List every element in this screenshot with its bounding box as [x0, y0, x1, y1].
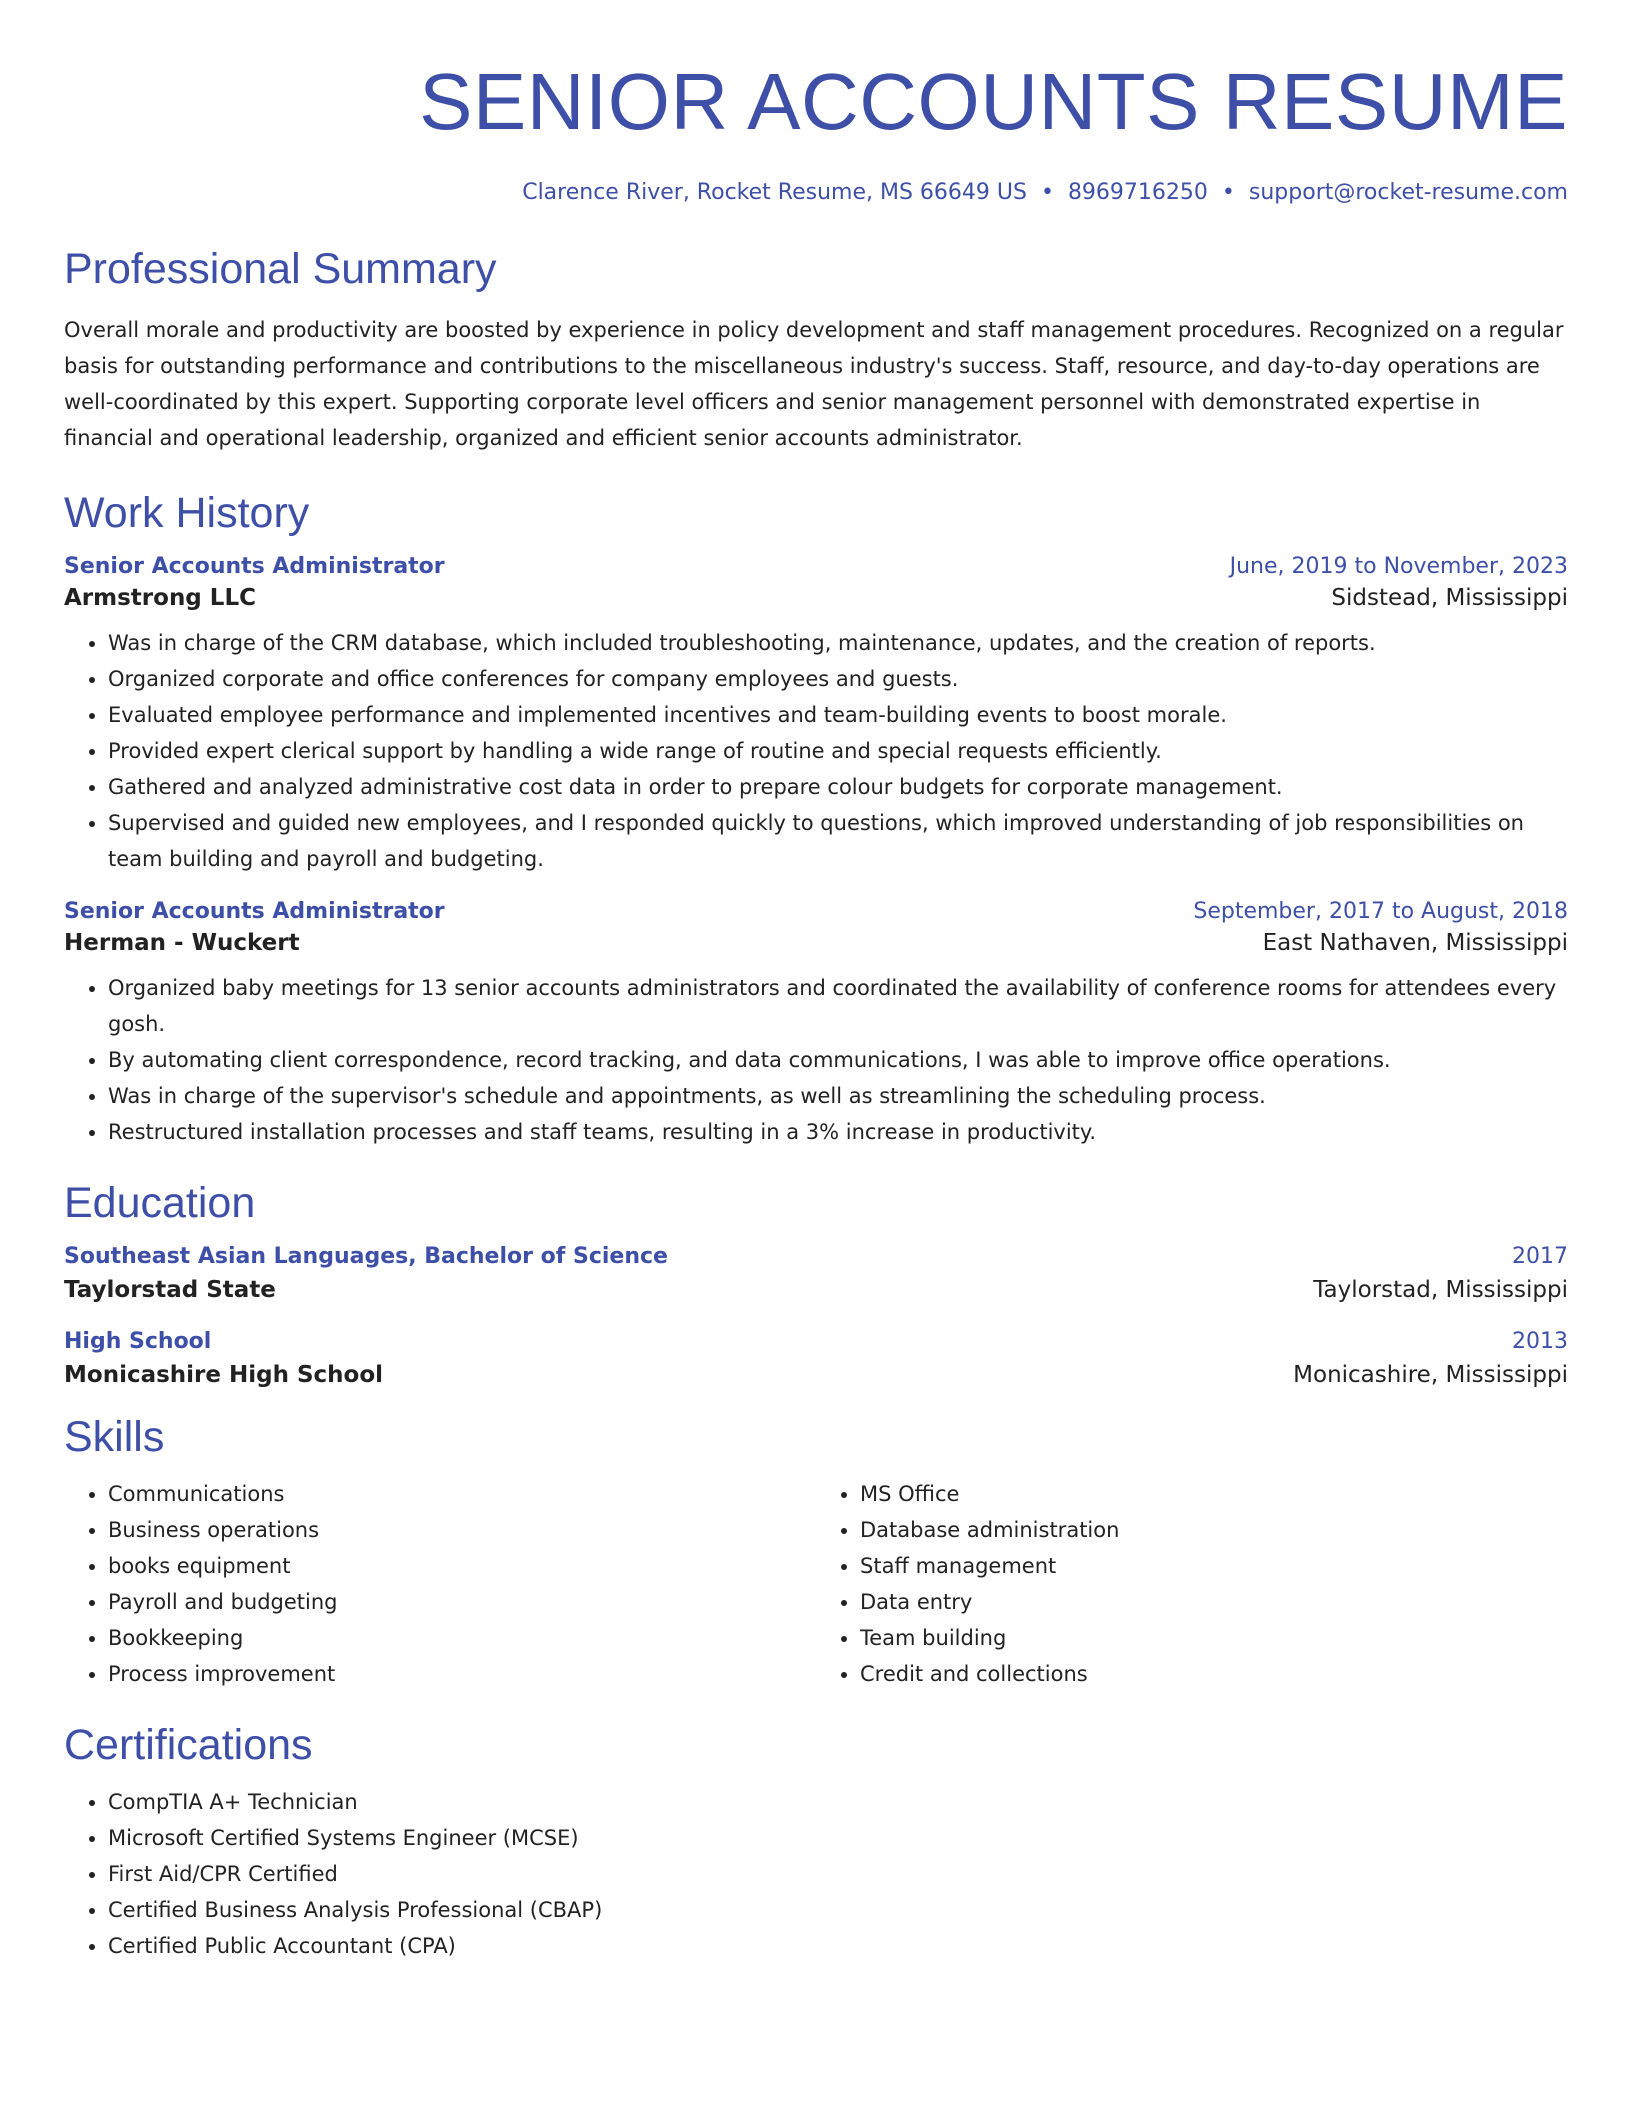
job-employer-row [64, 930, 1568, 956]
certifications-list [64, 1784, 1568, 1964]
certification-item: • Certified Business Analysis Professional (CBAP) [108, 1892, 1568, 1928]
job-duty-item: • Organized baby meetings for 13 senior accounts administrators and coordinated the availability of conference rooms for attendees every gosh. [108, 970, 1568, 1042]
education-degree-row [64, 1244, 1568, 1269]
job-duty-item: • Supervised and guided new employees, and I responded quickly to questions, which improved understanding of job responsibilities on team building and payroll and budgeting. [108, 805, 1568, 877]
job-duties-list [64, 970, 1568, 1150]
skill-item: • Business operations [108, 1512, 816, 1548]
education-entry [64, 1329, 1568, 1388]
job-duty-item: • Gathered and analyzed administrative cost data in order to prepare colour budgets for corporate management. [108, 769, 1568, 805]
job-employer: Armstrong LLC [64, 585, 256, 611]
skill-item: • Credit and collections [860, 1656, 1568, 1692]
education-school: Taylorstad State [64, 1277, 276, 1303]
contact-email[interactable]: support@rocket-resume.com [1248, 180, 1568, 205]
education-degree: High School [64, 1329, 212, 1354]
education-entry [64, 1244, 1568, 1303]
job-title-row [64, 554, 1568, 579]
job-duty-item: • Organized corporate and office conferences for company employees and guests. [108, 661, 1568, 697]
skill-item: • Bookkeeping [108, 1620, 816, 1656]
education-heading: Education [64, 1179, 256, 1227]
job-title-row [64, 899, 1568, 924]
contact-address: Clarence River, Rocket Resume, MS 66649 US [522, 180, 1027, 205]
contact-separator: • [1040, 180, 1054, 205]
skill-item: • Communications [108, 1476, 816, 1512]
job-duty-item: • Evaluated employee performance and implemented incentives and team-building events to boost morale. [108, 697, 1568, 733]
contact-phone: 8969716250 [1067, 180, 1208, 205]
skill-item: • Staff management [860, 1548, 1568, 1584]
job-dates: June, 2019 to November, 2023 [1229, 554, 1568, 579]
education-degree: Southeast Asian Languages, Bachelor of Science [64, 1244, 668, 1269]
work-history-heading: Work History [64, 489, 310, 537]
job-location: Sidstead, Mississippi [1331, 585, 1568, 611]
job-duty-item: • Provided expert clerical support by handling a wide range of routine and special requests efficiently. [108, 733, 1568, 769]
summary-section [64, 242, 1568, 456]
education-section [64, 1176, 1568, 1388]
skills-list-left [64, 1476, 816, 1692]
skill-item: • Database administration [860, 1512, 1568, 1548]
contact-line [64, 178, 1568, 208]
job-duty-item: • Was in charge of the CRM database, which included troubleshooting, maintenance, updates, and the creation of reports. [108, 625, 1568, 661]
resume-title: SENIOR ACCOUNTS RESUME [419, 57, 1568, 146]
skill-item: • Team building [860, 1620, 1568, 1656]
job-duty-item: • Was in charge of the supervisor's schedule and appointments, as well as streamlining the scheduling process. [108, 1078, 1568, 1114]
education-year: 2013 [1512, 1329, 1568, 1354]
job-entry [64, 899, 1568, 1150]
education-school-row [64, 1277, 1568, 1303]
skill-item: • books equipment [108, 1548, 816, 1584]
skills-heading: Skills [64, 1413, 165, 1461]
certification-item: • CompTIA A+ Technician [108, 1784, 1568, 1820]
education-school-row [64, 1362, 1568, 1388]
job-location: East Nathaven, Mississippi [1262, 930, 1568, 956]
skills-grid [64, 1476, 1568, 1692]
skills-list-right [816, 1476, 1568, 1692]
skill-item: • Payroll and budgeting [108, 1584, 816, 1620]
education-year: 2017 [1512, 1244, 1568, 1269]
education-location: Monicashire, Mississippi [1293, 1362, 1568, 1388]
education-degree-row [64, 1329, 1568, 1354]
job-employer: Herman - Wuckert [64, 930, 300, 956]
certification-item: • Microsoft Certified Systems Engineer (MCSE) [108, 1820, 1568, 1856]
certifications-heading: Certifications [64, 1721, 313, 1769]
job-duty-item: • By automating client correspondence, record tracking, and data communications, I was able to improve office operations. [108, 1042, 1568, 1078]
certification-item: • First Aid/CPR Certified [108, 1856, 1568, 1892]
summary-text: Overall morale and productivity are boosted by experience in policy development and staff management procedures. Recognized on a regular basis for outstanding performance and contributions to the miscellaneous industry's success. Staff, resource, and day-to-day operations are well-coordinated by this expert. Supporting corporate level officers and senior management personnel with demonstrated expertise in financial and operational leadership, organized and efficient senior accounts administrator. [64, 318, 1564, 450]
skills-section [64, 1410, 1568, 1692]
certification-item: • Certified Public Accountant (CPA) [108, 1928, 1568, 1964]
job-dates: September, 2017 to August, 2018 [1193, 899, 1568, 924]
skill-item: • MS Office [860, 1476, 1568, 1512]
job-title: Senior Accounts Administrator [64, 899, 445, 924]
job-employer-row [64, 585, 1568, 611]
job-duties-list [64, 625, 1568, 877]
work-history-section [64, 486, 1568, 1150]
job-entry [64, 554, 1568, 877]
education-location: Taylorstad, Mississippi [1313, 1277, 1568, 1303]
skill-item: • Process improvement [108, 1656, 816, 1692]
job-duty-item: • Restructured installation processes and staff teams, resulting in a 3% increase in productivity. [108, 1114, 1568, 1150]
summary-heading: Professional Summary [64, 245, 497, 293]
skill-item: • Data entry [860, 1584, 1568, 1620]
contact-separator: • [1221, 180, 1235, 205]
certifications-section [64, 1718, 1568, 1964]
education-school: Monicashire High School [64, 1362, 384, 1388]
job-title: Senior Accounts Administrator [64, 554, 445, 579]
